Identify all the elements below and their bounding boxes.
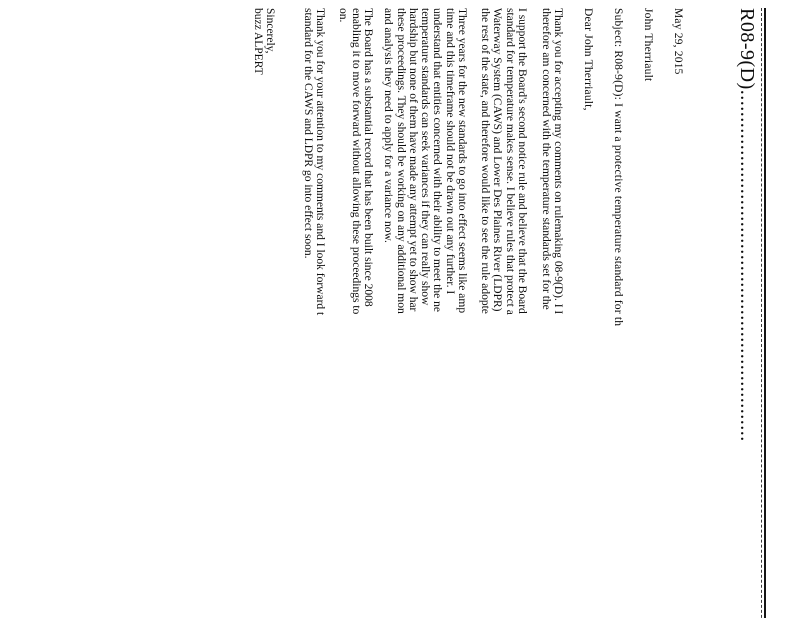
paragraph-line: standard for the CAWS and LDPR go into effect soon.: [301, 8, 314, 259]
paragraph-line: therefore am concerned with the temperature standards set for the: [539, 8, 552, 310]
paragraph-line: understand that entities concerned with their ability to meet the ne: [431, 8, 444, 313]
paragraph-line: these proceedings. They should be working on any additional mon: [394, 8, 407, 314]
letter-subject: Subject: R08-9(D): I want a protective temperature standard for th: [612, 8, 624, 327]
paragraph-line: The Board has a substantial record that has been built since 2008: [362, 8, 374, 307]
paragraph-2: [479, 8, 528, 618]
header-rule-dashed: [761, 8, 762, 618]
paragraph-line: I support the Board's second notice rule and believe that the Board: [516, 8, 528, 314]
paragraph-line: on.: [337, 8, 350, 23]
paragraph-line: Thank you for your attention to my comments and I look forward t: [314, 8, 326, 316]
letter-closing: Sincerely,: [264, 8, 276, 54]
paragraph-line: Waterway System (CAWS) and Lower Des Plaines River (LDPR): [491, 8, 504, 312]
paragraph-line: enabling it to move forward without allowing these proceedings to: [349, 8, 362, 315]
paragraph-line: temperature standards can seek variances if they can really show: [419, 8, 432, 306]
header-rule: [764, 8, 766, 618]
letter-date: May 29, 2015: [672, 8, 684, 75]
letter-salutation: Dear John Therriault,: [582, 8, 594, 111]
paragraph-1: [539, 8, 564, 618]
rotated-letter: [0, 8, 772, 618]
paragraph-line: and analysis they need to apply for a variance now.: [382, 8, 395, 243]
paragraph-line: standard for temperature makes sense. I believe rules that protect a: [503, 8, 516, 315]
letter-signature: buzz ALPERT: [251, 8, 264, 75]
docket-title: R08-9(D)................................................................: [736, 8, 758, 442]
letter-recipient: John Therriault: [642, 8, 654, 82]
paragraph-line: time and this timeframe should not be drawn out any further. I: [443, 8, 456, 295]
paragraph-line: Three years for the new standards to go into effect seems like amp: [456, 8, 468, 314]
paragraph-line: Thank you for accepting my comments on rulemaking 08-9(D). I I: [552, 8, 564, 315]
paragraph-3: [382, 8, 468, 618]
paragraph-line: hardship but none of them have made any attempt yet to show har: [406, 8, 419, 312]
paragraph-line: the rest of the state, and therefore would like to see the rule adopte: [479, 8, 492, 314]
paragraph-5: [301, 8, 326, 618]
letter-closing-block: [251, 8, 276, 618]
paragraph-4: [337, 8, 374, 618]
